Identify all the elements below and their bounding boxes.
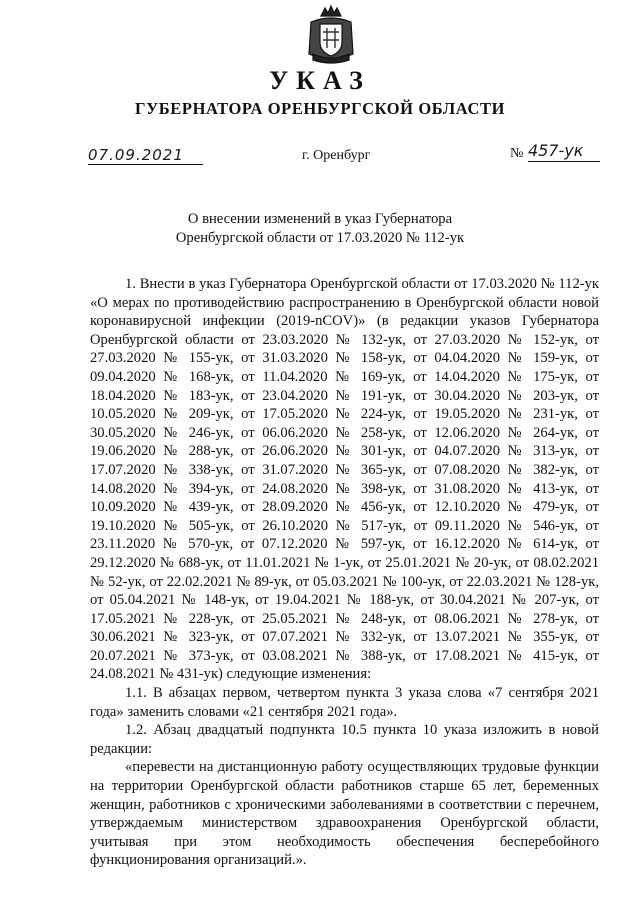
body-paragraph: 1.2. Абзац двадцатый подпункта 10.5 пункта 10 указа изложить в новой редакции: [90, 722, 599, 757]
body-paragraph: 1. Внести в указ Губернатора Оренбургской области от 17.03.2020 № 112-ук «О мерах по противодействию распространению в Оренбургской области новой коронавирусной инфекции (2019-nCOV)» (в редакции указов Губернатора Оренбургской области от 23.03.2020 № 132-ук, от 27.03.2020 № 152-ук, от 27.03.2020 № 155-ук, от 31.03.2020 № 158-ук, от 04.04.2020 № 159-ук, от 09.04.2020 № 168-ук, от 11.04.2020 № 169-ук, от 14.04.2020 № 175-ук, от 18.04.2020 № 183-ук, от 23.04.2020 № 191-ук, от 30.04.2020 № 203-ук, от 10.05.2020 № 209-ук, от 17.05.2020 № 224-ук, от 19.05.2020 № 231-ук, от 30.05.2020 № 246-ук, от 06.06.2020 № 258-ук, от 12.06.2020 № 264-ук, от 19.06.2020 № 288-ук, от 26.06.2020 № 301-ук, от 04.07.2020 № 313-ук, от 17.07.2020 № 338-ук, от 31.07.2020 № 365-ук, от 07.08.2020 № 382-ук, от 14.08.2020 № 394-ук, от 24.08.2020 № 398-ук, от 31.08.2020 № 413-ук, от 10.09.2020 № 439-ук, от 28.09.2020 № 456-ук, от 12.10.2020 № 479-ук, от 19.10.2020 № 505-ук, от 26.10.2020 № 517-ук, от 09.11.2020 № 546-ук, от 23.11.2020 № 570-ук, от 07.12.2020 № 597-ук, от 16.12.2020 № 614-ук, от 29.12.2020 № 688-ук, от 11.01.2021 № 1-ук, от 25.01.2021 № 20-ук, от 08.02.2021 № 52-ук, от 22.02.2021 № 89-ук, от 05.03.2021 № 100-ук, от 22.03.2021 № 128-ук, от 05.04.2021 № 148-ук, от 19.04.2021 № 188-ук, от 30.04.2021 № 207-ук, от 17.05.2021 № 228-ук, от 25.05.2021 № 248-ук, от 08.06.2021 № 278-ук, от 30.06.2021 № 323-ук, от 07.07.2021 № 332-ук, от 13.07.2021 № 355-ук, от 20.07.2021 № 373-ук, от 03.08.2021 № 388-ук, от 17.08.2021 № 415-ук, от 24.08.2021 № 431-ук) следующие изменения: [90, 276, 599, 683]
body-paragraph: «перевести на дистанционную работу осуществляющих трудовые функции на территории Оренбургской области работников старше 65 лет, беременных женщин, работников с хроническими заболеваниями в соответствии с перечнем, утверждаемым министерством здравоохранения Оренбургской области, учитывая при этом необходимость обеспечения бесперебойного функционирования организаций.». [90, 759, 599, 869]
issuer-subtitle: ГУБЕРНАТОРА ОРЕНБУРГСКОЙ ОБЛАСТИ [134, 99, 506, 118]
document-heading-line-2: Оренбургской области от 17.03.2020 № 112-ук [175, 229, 465, 246]
document-type-title: УКАЗ [269, 66, 371, 95]
number-prefix: № [510, 146, 524, 161]
document-number: 457-ук [528, 141, 600, 162]
document-date: 07.09.2021 [88, 146, 203, 165]
document-city: г. Оренбург [302, 148, 371, 163]
document-body [90, 275, 599, 870]
coat-of-arms-icon [303, 4, 359, 66]
document-heading [0, 210, 640, 247]
body-paragraph: 1.1. В абзацах первом, четвертом пункта 3 указа слова «7 сентября 2021 года» заменить словами «21 сентября 2021 года». [90, 685, 599, 720]
document-heading-line-1: О внесении изменений в указ Губернатора [187, 211, 453, 227]
